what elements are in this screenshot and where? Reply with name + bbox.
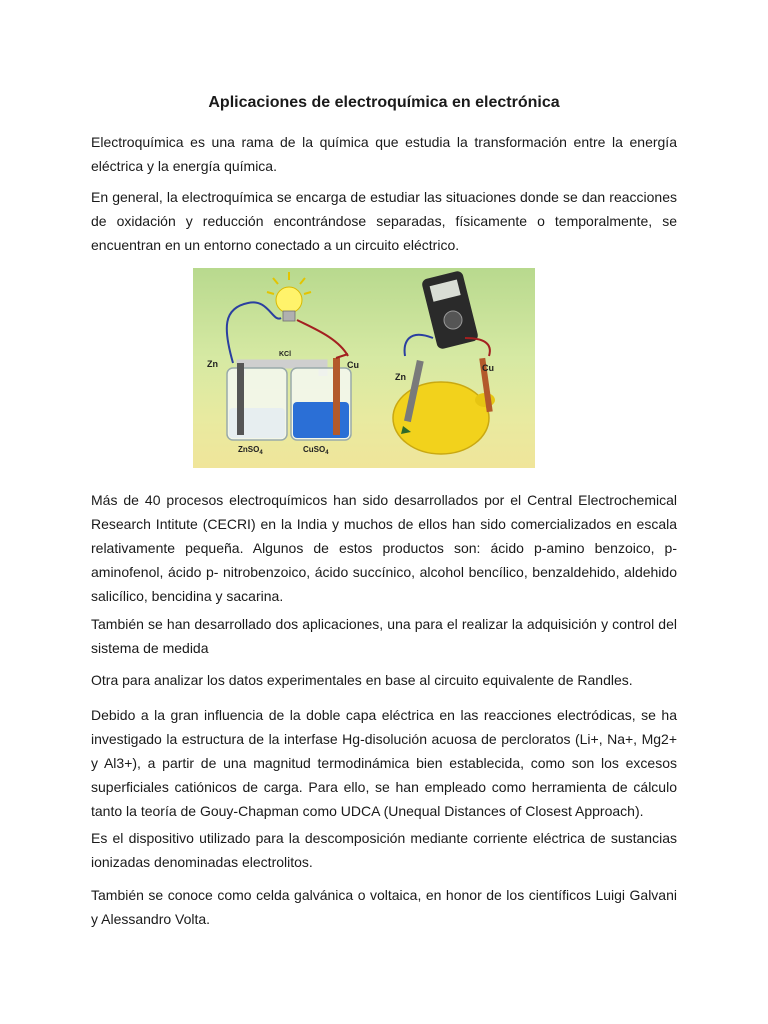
- paragraph-doble-capa: Debido a la gran influencia de la doble capa eléctrica en las reacciones electródicas, se ha investigado la estructura de la interfase Hg-disolución acuosa de percloratos (Li+, Na+, Mg2+ y Al3+), a partir de una magnitud termodinámica bien establecida, como son los excesos superficiales catiónicos de carga. Para ello, se han empleado como herramienta de cálculo tanto la teoría de Gouy-Chapman como UDCA (Unequal Distances of Closest Approach).: [91, 707, 677, 819]
- copper-electrode: [333, 358, 340, 435]
- illustration-svg: [193, 268, 535, 468]
- zinc-electrode: [237, 363, 244, 435]
- meter-wire-blue: [405, 335, 433, 356]
- paragraph-definition: Electroquímica es una rama de la química que estudia la transformación entre la energía eléctrica y la energía química.: [91, 134, 677, 174]
- cuso4-label: CuSO: [303, 445, 326, 454]
- wire-left-blue: [227, 302, 281, 363]
- cu-label-right: Cu: [482, 363, 494, 373]
- wire-right-red: [297, 320, 348, 356]
- paragraph-aplicaciones: También se han desarrollado dos aplicaciones, una para el realizar la adquisición y control del sistema de medida: [91, 616, 677, 656]
- znso4-label: ZnSO: [238, 445, 260, 454]
- paragraph-cecri: Más de 40 procesos electroquímicos han sido desarrollados por el Central Electrochemical Research Intitute (CECRI) en la India y muchos de ellos han sido comercializados en escala relativamente pequeña. Algunos de estos productos son: ácido p-amino benzoico, p-aminofenol, ácido p- nitrobenzoico, ácido succínico, alcohol bencílico, benzaldehido, aldehido salicílico, bencidina y sacarina.: [91, 492, 677, 604]
- electrochemistry-illustration: [193, 268, 535, 468]
- document-title: Aplicaciones de electroquímica en electrónica: [208, 94, 560, 111]
- light-bulb-icon: [267, 272, 311, 321]
- zn-label-left: Zn: [207, 359, 218, 369]
- beaker-znso4: [227, 363, 287, 440]
- znso4-subscript: 4: [259, 450, 263, 456]
- paragraph-electrolisis: Es el dispositivo utilizado para la descomposición mediante corriente eléctrica de sustancias ionizadas denominadas electrolitos.: [91, 830, 677, 870]
- kcl-label: KCl: [279, 351, 292, 358]
- paragraph-celda-galvanica: También se conoce como celda galvánica o voltaica, en honor de los científicos Luigi Galvani y Alessandro Volta.: [91, 887, 677, 927]
- cuso4-subscript: 4: [325, 450, 329, 456]
- svg-text:CuSO4: [303, 445, 329, 456]
- zn-label-right: Zn: [395, 372, 406, 382]
- paragraph-randles: Otra para analizar los datos experimentales en base al circuito equivalente de Randles.: [91, 672, 633, 688]
- cu-label-left: Cu: [347, 360, 359, 370]
- paragraph-general: En general, la electroquímica se encarga de estudiar las situaciones donde se dan reacciones de oxidación y reducción encontrándose separadas, físicamente o temporalmente, se encuentran en un entorno conectado a un circuito eléctrico.: [91, 189, 677, 253]
- svg-text:ZnSO4: [238, 445, 263, 456]
